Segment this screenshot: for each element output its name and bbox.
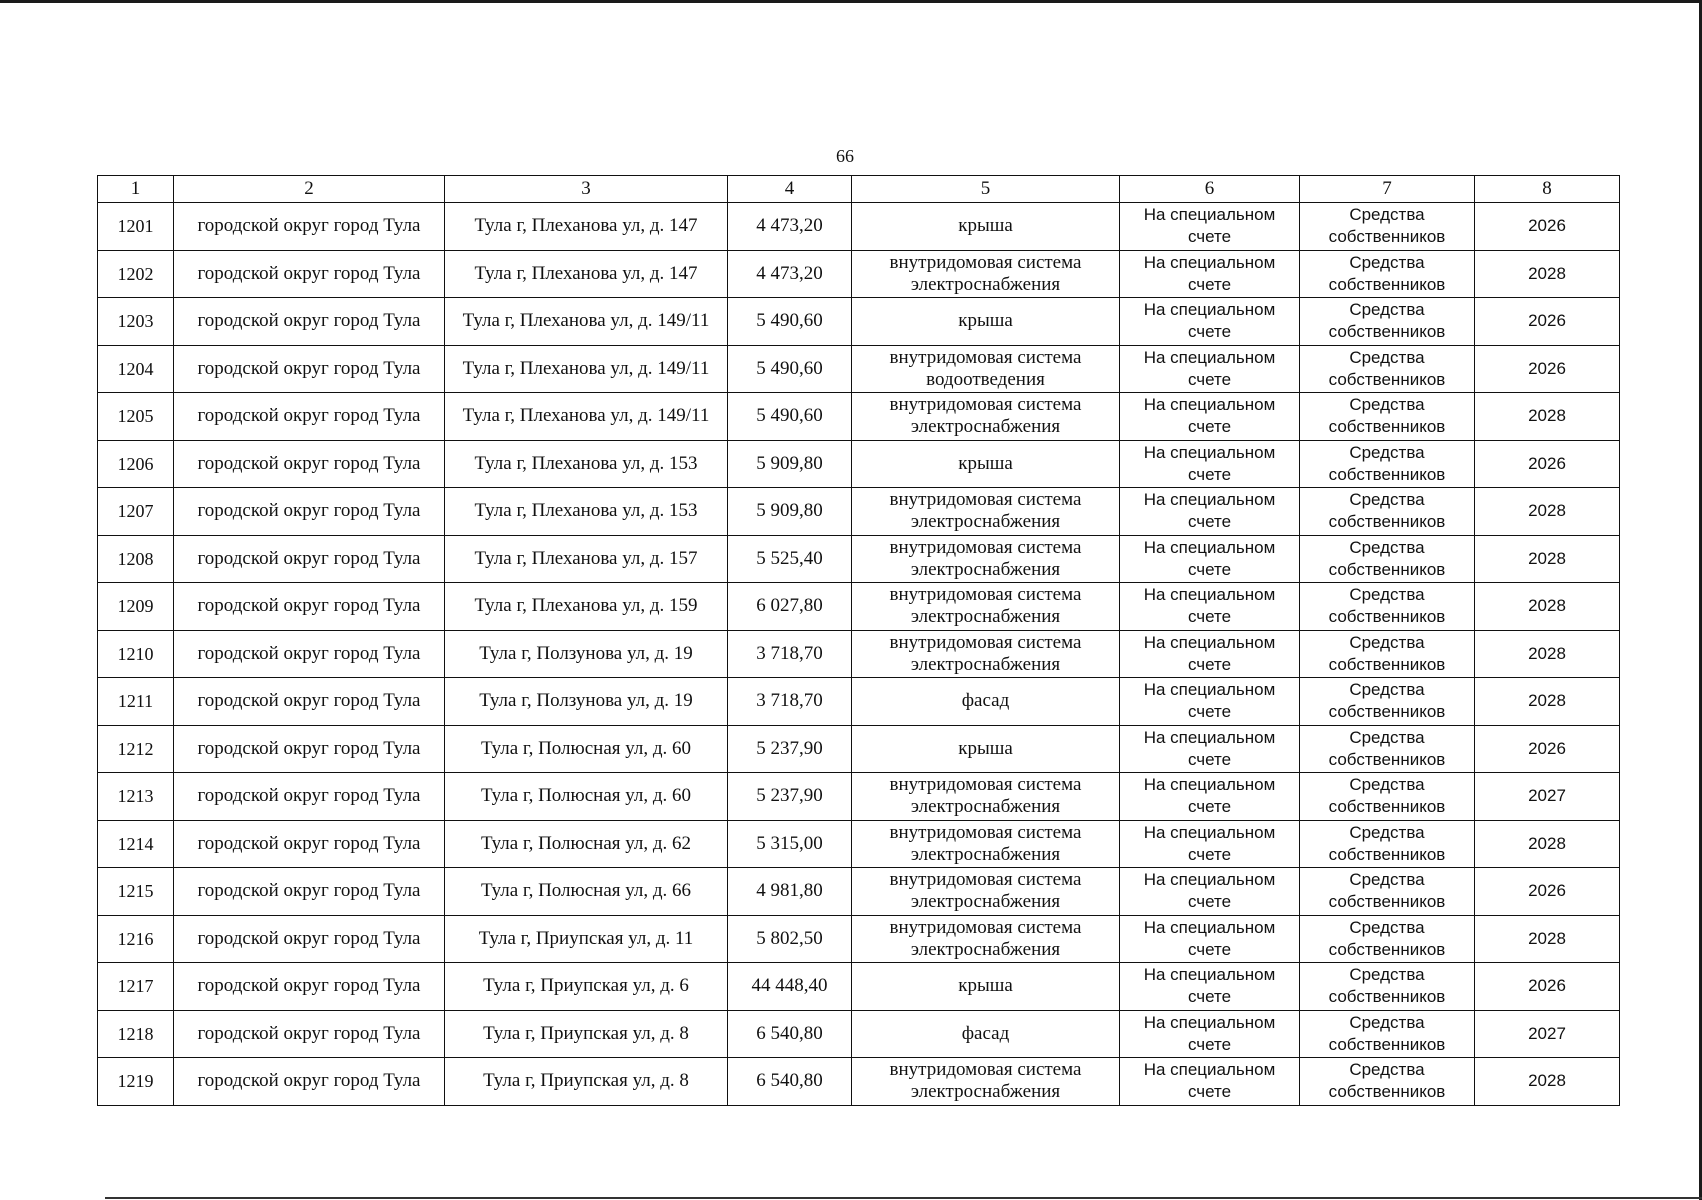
cell-fund-account: На специальном счете: [1120, 535, 1300, 583]
cell-funding-source: Средства собственников: [1300, 725, 1475, 773]
table-row: [98, 488, 1620, 536]
cell-municipality: городской округ город Тула: [174, 440, 445, 488]
table-row: [98, 1058, 1620, 1106]
column-number: 7: [1300, 176, 1475, 203]
column-number: 3: [445, 176, 728, 203]
cell-area: 6 540,80: [728, 1058, 852, 1106]
cell-fund-account: На специальном счете: [1120, 1058, 1300, 1106]
cell-fund-account: На специальном счете: [1120, 345, 1300, 393]
cell-year: 2028: [1475, 630, 1620, 678]
cell-area: 5 237,90: [728, 773, 852, 821]
page-border-bottom: [105, 1197, 1702, 1199]
table-row: [98, 298, 1620, 346]
cell-area: 5 237,90: [728, 725, 852, 773]
cell-address: Тула г, Плеханова ул, д. 159: [445, 583, 728, 631]
cell-number: 1205: [98, 393, 174, 441]
table-row: [98, 868, 1620, 916]
cell-address: Тула г, Плеханова ул, д. 153: [445, 488, 728, 536]
cell-fund-account: На специальном счете: [1120, 393, 1300, 441]
cell-fund-account: На специальном счете: [1120, 630, 1300, 678]
cell-fund-account: На специальном счете: [1120, 488, 1300, 536]
cell-area: 6 540,80: [728, 1010, 852, 1058]
cell-repair-element: крыша: [852, 725, 1120, 773]
cell-repair-element: крыша: [852, 298, 1120, 346]
cell-number: 1208: [98, 535, 174, 583]
cell-fund-account: На специальном счете: [1120, 868, 1300, 916]
cell-repair-element: внутридомовая система электроснабжения: [852, 1058, 1120, 1106]
cell-area: 5 802,50: [728, 915, 852, 963]
cell-area: 6 027,80: [728, 583, 852, 631]
cell-funding-source: Средства собственников: [1300, 630, 1475, 678]
cell-area: 5 909,80: [728, 440, 852, 488]
cell-municipality: городской округ город Тула: [174, 488, 445, 536]
cell-fund-account: На специальном счете: [1120, 440, 1300, 488]
table-row: [98, 725, 1620, 773]
column-number: 6: [1120, 176, 1300, 203]
cell-year: 2026: [1475, 963, 1620, 1011]
cell-municipality: городской округ город Тула: [174, 915, 445, 963]
cell-funding-source: Средства собственников: [1300, 298, 1475, 346]
table-row: [98, 203, 1620, 251]
cell-funding-source: Средства собственников: [1300, 915, 1475, 963]
cell-year: 2027: [1475, 1010, 1620, 1058]
cell-municipality: городской округ город Тула: [174, 583, 445, 631]
column-number: 1: [98, 176, 174, 203]
cell-area: 5 490,60: [728, 393, 852, 441]
cell-area: 5 490,60: [728, 298, 852, 346]
table-row: [98, 583, 1620, 631]
cell-address: Тула г, Ползунова ул, д. 19: [445, 678, 728, 726]
cell-address: Тула г, Плеханова ул, д. 147: [445, 203, 728, 251]
cell-municipality: городской округ город Тула: [174, 298, 445, 346]
cell-year: 2028: [1475, 250, 1620, 298]
cell-funding-source: Средства собственников: [1300, 773, 1475, 821]
cell-number: 1218: [98, 1010, 174, 1058]
cell-address: Тула г, Плеханова ул, д. 153: [445, 440, 728, 488]
cell-year: 2028: [1475, 678, 1620, 726]
cell-number: 1209: [98, 583, 174, 631]
cell-area: 3 718,70: [728, 630, 852, 678]
cell-municipality: городской округ город Тула: [174, 203, 445, 251]
table-row: [98, 773, 1620, 821]
cell-funding-source: Средства собственников: [1300, 820, 1475, 868]
cell-municipality: городской округ город Тула: [174, 393, 445, 441]
cell-address: Тула г, Плеханова ул, д. 149/11: [445, 298, 728, 346]
table-row: [98, 915, 1620, 963]
table-row: [98, 535, 1620, 583]
cell-repair-element: внутридомовая система электроснабжения: [852, 535, 1120, 583]
cell-year: 2026: [1475, 203, 1620, 251]
cell-year: 2028: [1475, 915, 1620, 963]
table-row: [98, 345, 1620, 393]
cell-fund-account: На специальном счете: [1120, 725, 1300, 773]
cell-number: 1201: [98, 203, 174, 251]
column-number: 2: [174, 176, 445, 203]
cell-repair-element: внутридомовая система электроснабжения: [852, 393, 1120, 441]
cell-number: 1202: [98, 250, 174, 298]
cell-funding-source: Средства собственников: [1300, 345, 1475, 393]
cell-year: 2026: [1475, 345, 1620, 393]
cell-address: Тула г, Приупская ул, д. 8: [445, 1010, 728, 1058]
cell-number: 1207: [98, 488, 174, 536]
cell-municipality: городской округ город Тула: [174, 345, 445, 393]
cell-area: 5 490,60: [728, 345, 852, 393]
registry-table: [97, 175, 1620, 1106]
cell-fund-account: На специальном счете: [1120, 773, 1300, 821]
cell-area: 4 473,20: [728, 250, 852, 298]
cell-number: 1211: [98, 678, 174, 726]
cell-number: 1214: [98, 820, 174, 868]
table-row: [98, 1010, 1620, 1058]
cell-address: Тула г, Приупская ул, д. 8: [445, 1058, 728, 1106]
cell-repair-element: внутридомовая система электроснабжения: [852, 630, 1120, 678]
cell-year: 2028: [1475, 1058, 1620, 1106]
cell-repair-element: внутридомовая система водоотведения: [852, 345, 1120, 393]
cell-address: Тула г, Плеханова ул, д. 149/11: [445, 345, 728, 393]
cell-municipality: городской округ город Тула: [174, 535, 445, 583]
cell-repair-element: внутридомовая система электроснабжения: [852, 820, 1120, 868]
cell-address: Тула г, Полюсная ул, д. 62: [445, 820, 728, 868]
cell-municipality: городской округ город Тула: [174, 963, 445, 1011]
cell-fund-account: На специальном счете: [1120, 203, 1300, 251]
cell-address: Тула г, Полюсная ул, д. 60: [445, 773, 728, 821]
cell-repair-element: крыша: [852, 963, 1120, 1011]
column-number: 5: [852, 176, 1120, 203]
table-row: [98, 820, 1620, 868]
cell-area: 3 718,70: [728, 678, 852, 726]
cell-number: 1206: [98, 440, 174, 488]
column-number-row: [98, 176, 1620, 203]
cell-area: 5 525,40: [728, 535, 852, 583]
cell-year: 2026: [1475, 298, 1620, 346]
cell-fund-account: На специальном счете: [1120, 298, 1300, 346]
cell-area: 4 473,20: [728, 203, 852, 251]
cell-address: Тула г, Ползунова ул, д. 19: [445, 630, 728, 678]
cell-area: 5 909,80: [728, 488, 852, 536]
cell-year: 2027: [1475, 773, 1620, 821]
cell-address: Тула г, Приупская ул, д. 11: [445, 915, 728, 963]
table-row: [98, 630, 1620, 678]
cell-address: Тула г, Плеханова ул, д. 149/11: [445, 393, 728, 441]
cell-repair-element: внутридомовая система электроснабжения: [852, 583, 1120, 631]
cell-fund-account: На специальном счете: [1120, 250, 1300, 298]
cell-fund-account: На специальном счете: [1120, 963, 1300, 1011]
table-row: [98, 393, 1620, 441]
cell-funding-source: Средства собственников: [1300, 583, 1475, 631]
cell-number: 1210: [98, 630, 174, 678]
cell-repair-element: фасад: [852, 1010, 1120, 1058]
cell-repair-element: внутридомовая система электроснабжения: [852, 773, 1120, 821]
cell-address: Тула г, Плеханова ул, д. 157: [445, 535, 728, 583]
column-number: 8: [1475, 176, 1620, 203]
table-row: [98, 963, 1620, 1011]
cell-year: 2026: [1475, 440, 1620, 488]
cell-repair-element: внутридомовая система электроснабжения: [852, 915, 1120, 963]
cell-repair-element: крыша: [852, 203, 1120, 251]
cell-address: Тула г, Полюсная ул, д. 66: [445, 868, 728, 916]
cell-funding-source: Средства собственников: [1300, 440, 1475, 488]
cell-number: 1204: [98, 345, 174, 393]
cell-funding-source: Средства собственников: [1300, 1058, 1475, 1106]
cell-number: 1219: [98, 1058, 174, 1106]
table-row: [98, 678, 1620, 726]
cell-fund-account: На специальном счете: [1120, 583, 1300, 631]
cell-funding-source: Средства собственников: [1300, 488, 1475, 536]
cell-funding-source: Средства собственников: [1300, 393, 1475, 441]
table-body: [98, 203, 1620, 1106]
cell-repair-element: внутридомовая система электроснабжения: [852, 488, 1120, 536]
cell-repair-element: внутридомовая система электроснабжения: [852, 250, 1120, 298]
cell-repair-element: внутридомовая система электроснабжения: [852, 868, 1120, 916]
cell-funding-source: Средства собственников: [1300, 868, 1475, 916]
cell-municipality: городской округ город Тула: [174, 773, 445, 821]
cell-repair-element: крыша: [852, 440, 1120, 488]
cell-number: 1212: [98, 725, 174, 773]
cell-municipality: городской округ город Тула: [174, 630, 445, 678]
cell-area: 4 981,80: [728, 868, 852, 916]
cell-municipality: городской округ город Тула: [174, 250, 445, 298]
cell-year: 2028: [1475, 820, 1620, 868]
cell-funding-source: Средства собственников: [1300, 535, 1475, 583]
cell-fund-account: На специальном счете: [1120, 678, 1300, 726]
cell-area: 5 315,00: [728, 820, 852, 868]
cell-year: 2028: [1475, 535, 1620, 583]
cell-number: 1203: [98, 298, 174, 346]
cell-year: 2028: [1475, 488, 1620, 536]
cell-number: 1215: [98, 868, 174, 916]
cell-funding-source: Средства собственников: [1300, 678, 1475, 726]
cell-address: Тула г, Полюсная ул, д. 60: [445, 725, 728, 773]
cell-municipality: городской округ город Тула: [174, 1058, 445, 1106]
cell-year: 2026: [1475, 725, 1620, 773]
cell-repair-element: фасад: [852, 678, 1120, 726]
cell-area: 44 448,40: [728, 963, 852, 1011]
cell-funding-source: Средства собственников: [1300, 203, 1475, 251]
cell-address: Тула г, Приупская ул, д. 6: [445, 963, 728, 1011]
page-border-top: [0, 0, 1702, 3]
cell-municipality: городской округ город Тула: [174, 725, 445, 773]
cell-fund-account: На специальном счете: [1120, 915, 1300, 963]
cell-year: 2028: [1475, 583, 1620, 631]
cell-number: 1213: [98, 773, 174, 821]
table-row: [98, 440, 1620, 488]
column-number: 4: [728, 176, 852, 203]
cell-year: 2026: [1475, 868, 1620, 916]
cell-fund-account: На специальном счете: [1120, 820, 1300, 868]
cell-address: Тула г, Плеханова ул, д. 147: [445, 250, 728, 298]
cell-number: 1217: [98, 963, 174, 1011]
page-number: 66: [836, 146, 854, 166]
cell-municipality: городской округ город Тула: [174, 1010, 445, 1058]
cell-year: 2028: [1475, 393, 1620, 441]
cell-funding-source: Средства собственников: [1300, 250, 1475, 298]
cell-funding-source: Средства собственников: [1300, 963, 1475, 1011]
cell-fund-account: На специальном счете: [1120, 1010, 1300, 1058]
cell-number: 1216: [98, 915, 174, 963]
cell-municipality: городской округ город Тула: [174, 868, 445, 916]
cell-municipality: городской округ город Тула: [174, 820, 445, 868]
cell-municipality: городской округ город Тула: [174, 678, 445, 726]
table-row: [98, 250, 1620, 298]
cell-funding-source: Средства собственников: [1300, 1010, 1475, 1058]
